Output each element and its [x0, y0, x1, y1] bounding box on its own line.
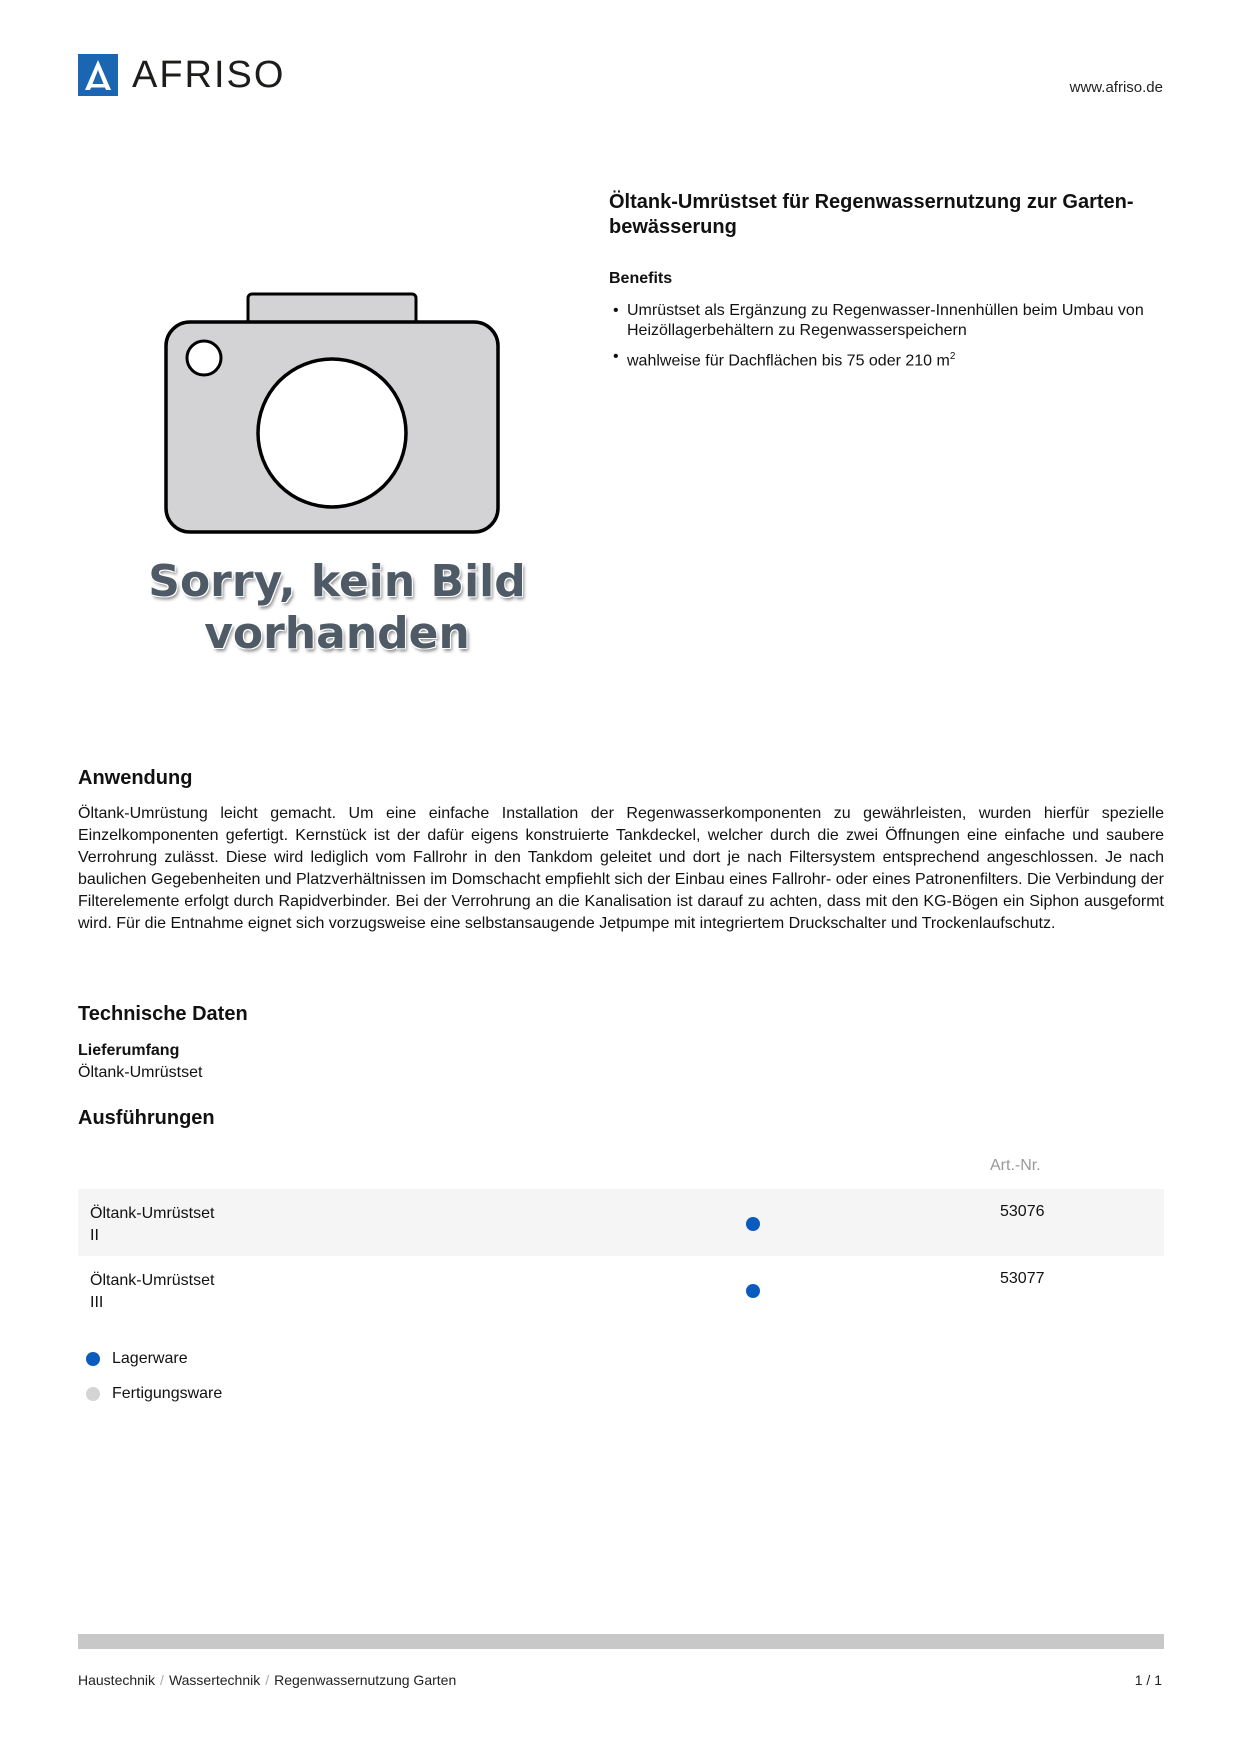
breadcrumb-item[interactable]: Wassertechnik: [168, 1672, 261, 1688]
product-title-line1: Öltank-Umrüstset für Regenwassernutzung zur Garten-: [609, 191, 1134, 213]
variant-name: [90, 1270, 270, 1314]
variant-name: [90, 1203, 270, 1247]
breadcrumb: [78, 1672, 456, 1688]
stock-status-dot-icon: [746, 1217, 760, 1231]
website-link[interactable]: www.afriso.de: [1069, 79, 1163, 96]
product-title-line2: bewässerung: [609, 216, 737, 238]
technical-data-heading: Technische Daten: [78, 1003, 248, 1025]
table-row: [78, 1189, 1164, 1256]
brand-name: AFRISO: [132, 53, 286, 96]
scope-of-delivery-label: Lieferumfang: [78, 1042, 180, 1059]
scope-of-delivery-value: Öltank-Umrüstset: [78, 1064, 203, 1081]
breadcrumb-separator: /: [160, 1672, 164, 1688]
benefit-item: [609, 301, 1169, 341]
stock-status-dot-icon: [746, 1284, 760, 1298]
variant-name-line2: III: [90, 1294, 104, 1311]
application-heading: Anwendung: [78, 767, 193, 789]
legend-item-made-to-order: [86, 1376, 222, 1411]
table-row: [78, 1256, 1164, 1323]
product-title: [609, 190, 1169, 240]
variant-name-line1: Öltank-Umrüstset: [90, 1205, 215, 1222]
variant-name-line2: II: [90, 1227, 99, 1244]
stock-legend: [86, 1341, 222, 1411]
legend-label: Fertigungsware: [112, 1384, 223, 1402]
article-number: 53076: [1000, 1203, 1045, 1220]
benefits-heading: Benefits: [609, 270, 673, 287]
stock-dot-icon: [86, 1352, 100, 1366]
benefit-text: Umrüstset als Ergänzung zu Regenwasser-Innenhüllen beim Umbau von Heizöllagerbehältern zu Regenwasserspeichern: [627, 302, 1144, 339]
legend-label: Lagerware: [112, 1349, 188, 1367]
no-image-caption-line2: vorhanden: [204, 608, 470, 659]
page-number: 1 / 1: [1134, 1672, 1162, 1688]
company-logo: [78, 54, 285, 96]
afriso-logo-icon: [78, 54, 118, 96]
variants-table: [78, 1189, 1164, 1323]
breadcrumb-separator: /: [265, 1672, 270, 1688]
made-to-order-dot-icon: [86, 1387, 100, 1401]
application-text: Öltank-Umrüstung leicht gemacht. Um eine einfache Installation der Regenwasserkomponenten zu gewährleisten, wurden hierfür spezielle Einzelkomponenten gefertigt. Kernstück ist der dafür eigens konstruierte Tankdeckel, welcher durch die zwei Öffnungen eine einfache und saubere Verrohrung zulässt. Diese wird lediglich vom Fallrohr in den Tankdom geleitet und dort je nach Filtersystem entsprechend angeschlossen. Je nach baulichen Gegebenheiten und Platzverhältnissen im Domschacht empfiehlt sich der Einbau eines Fallrohr- oder eines Patronenfilters. Die Verbindung der Filterelemente erfolgt durch Rapidverbinder. Bei der Verrohrung an die Kanalisation ist darauf zu achten, dass mit den KG-Bögen ein Siphon ausgeformt wird. Für die Entnahme eignet sich vorzugsweise eine selbstansaugende Jetpumpe mit integriertem Druckschalter und Trockenlaufschutz.: [78, 805, 1164, 932]
article-number: 53077: [1000, 1270, 1045, 1287]
breadcrumb-item[interactable]: Regenwassernutzung Garten: [274, 1672, 457, 1688]
variants-heading: Ausführungen: [78, 1107, 215, 1129]
footer-divider: [78, 1634, 1164, 1649]
breadcrumb-item[interactable]: Haustechnik: [78, 1672, 156, 1688]
no-image-caption-line1: Sorry, kein Bild: [148, 556, 526, 607]
benefit-text: wahlweise für Dachflächen bis 75 oder 210 m: [627, 352, 950, 370]
benefit-item: [609, 347, 1169, 371]
superscript-two: 2: [949, 351, 956, 362]
article-number-column-header: Art.-Nr.: [990, 1157, 1041, 1174]
benefits-list: [609, 301, 1169, 377]
no-image-caption: [130, 556, 544, 660]
legend-item-stock: [86, 1341, 222, 1376]
variant-name-line1: Öltank-Umrüstset: [90, 1272, 215, 1289]
